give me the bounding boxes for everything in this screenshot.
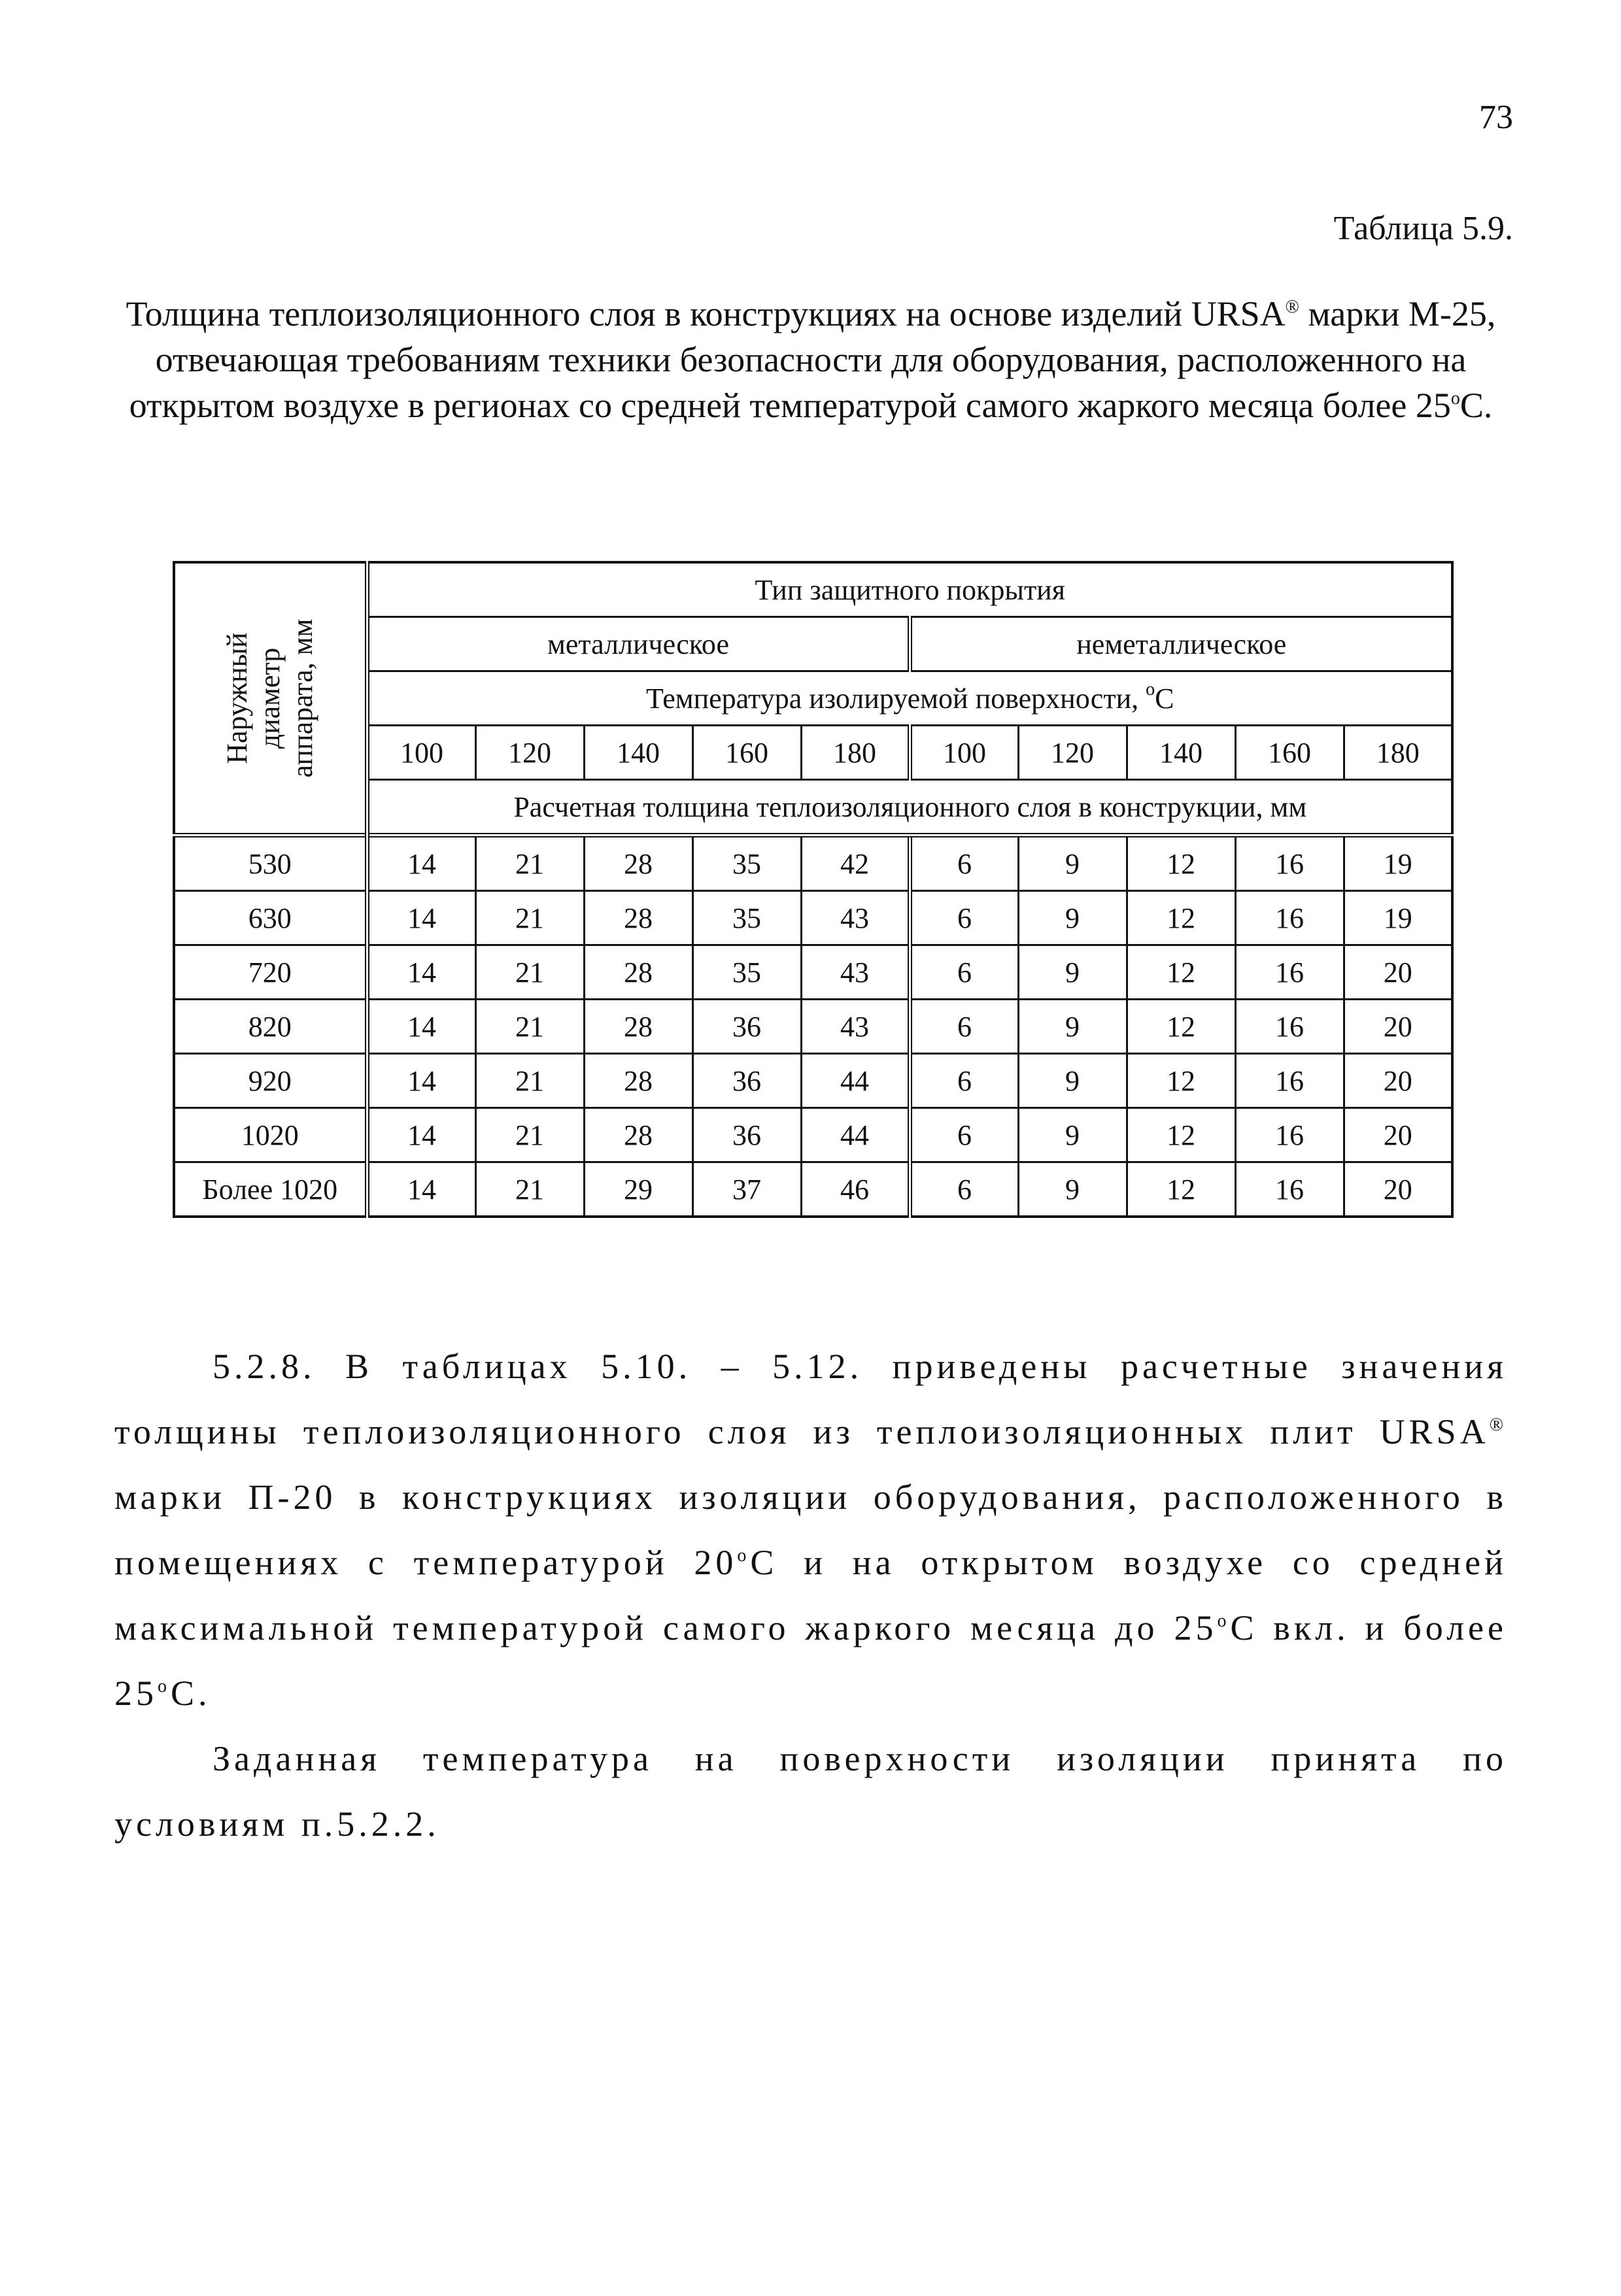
degree-mark: o: [737, 1545, 751, 1566]
paragraph-text: C.: [171, 1674, 211, 1713]
value-cell: 12: [1127, 1162, 1235, 1217]
value-cell: 35: [692, 891, 801, 945]
value-cell: 21: [475, 836, 584, 891]
table-row: [174, 891, 1452, 945]
value-cell: 12: [1127, 1054, 1235, 1108]
value-cell: 16: [1235, 836, 1344, 891]
value-cell: 36: [692, 1108, 801, 1162]
value-cell: 28: [584, 891, 692, 945]
diameter-cell: 530: [174, 836, 367, 891]
value-cell: 14: [367, 945, 475, 1000]
value-cell: 44: [801, 1108, 910, 1162]
value-cell: 6: [910, 945, 1018, 1000]
surface-temperature-unit: C: [1155, 682, 1174, 715]
value-cell: 19: [1344, 891, 1452, 945]
page-number: 73: [1479, 99, 1513, 136]
value-cell: 9: [1018, 1000, 1127, 1054]
value-cell: 9: [1018, 1162, 1127, 1217]
value-cell: 6: [910, 891, 1018, 945]
value-cell: 14: [367, 1054, 475, 1108]
diameter-cell: 920: [174, 1054, 367, 1108]
value-cell: 6: [910, 836, 1018, 891]
value-cell: 37: [692, 1162, 801, 1217]
diameter-cell: 630: [174, 891, 367, 945]
value-cell: 20: [1344, 1054, 1452, 1108]
value-cell: 12: [1127, 945, 1235, 1000]
value-cell: 36: [692, 1054, 801, 1108]
value-cell: 14: [367, 891, 475, 945]
temperature-cell: 180: [1344, 726, 1452, 780]
value-cell: 20: [1344, 1162, 1452, 1217]
degree-mark: o: [1217, 1611, 1231, 1631]
paragraph-text: C и на открытом воздухе со средней максимальной температурой самого жаркого месяца до 25: [114, 1543, 1507, 1647]
row-header-text: [221, 619, 319, 778]
diameter-cell: 720: [174, 945, 367, 1000]
value-cell: 9: [1018, 945, 1127, 1000]
value-cell: 12: [1127, 836, 1235, 891]
value-cell: 29: [584, 1162, 692, 1217]
nonmetallic-header: неметаллическое: [910, 617, 1452, 671]
value-cell: 44: [801, 1054, 910, 1108]
row-header-line-3: аппарата, мм: [286, 618, 318, 778]
paragraph-text: C вкл. и более 25: [114, 1608, 1507, 1713]
paragraph-text: марки П-20 в конструкциях изоляции оборудования, расположенного в помещениях с температурой 20: [114, 1477, 1507, 1582]
value-cell: 28: [584, 1108, 692, 1162]
value-cell: 21: [475, 1000, 584, 1054]
degree-mark: o: [158, 1676, 171, 1697]
table-row: [174, 1108, 1452, 1162]
table-caption: [105, 291, 1517, 428]
value-cell: 19: [1344, 836, 1452, 891]
value-cell: 6: [910, 1054, 1018, 1108]
value-cell: 36: [692, 1000, 801, 1054]
value-cell: 21: [475, 1054, 584, 1108]
value-cell: 20: [1344, 1108, 1452, 1162]
value-cell: 6: [910, 1108, 1018, 1162]
temperature-cell: 160: [692, 726, 801, 780]
value-cell: 6: [910, 1162, 1018, 1217]
diameter-cell: 1020: [174, 1108, 367, 1162]
value-cell: 16: [1235, 891, 1344, 945]
temperature-cell: 100: [367, 726, 475, 780]
temperature-cell: 120: [475, 726, 584, 780]
caption-text-3: C.: [1459, 386, 1493, 425]
value-cell: 21: [475, 1162, 584, 1217]
value-cell: 28: [584, 1054, 692, 1108]
value-cell: 16: [1235, 1162, 1344, 1217]
table-row: [174, 1000, 1452, 1054]
value-cell: 14: [367, 1108, 475, 1162]
degree-mark: o: [1450, 388, 1460, 409]
value-cell: 16: [1235, 1108, 1344, 1162]
value-cell: 9: [1018, 1108, 1127, 1162]
value-cell: 28: [584, 945, 692, 1000]
value-cell: 16: [1235, 1000, 1344, 1054]
value-cell: 20: [1344, 945, 1452, 1000]
diameter-cell: Более 1020: [174, 1162, 367, 1217]
temperature-cell: 140: [584, 726, 692, 780]
value-cell: 6: [910, 1000, 1018, 1054]
registered-mark: ®: [1285, 297, 1299, 317]
value-cell: 42: [801, 836, 910, 891]
value-cell: 9: [1018, 1054, 1127, 1108]
temperature-cell: 180: [801, 726, 910, 780]
surface-temperature-header: [367, 671, 1452, 726]
thickness-header: Расчетная толщина теплоизоляционного слоя в конструкции, мм: [367, 780, 1452, 836]
table-label: Таблица 5.9.: [1333, 210, 1513, 247]
surface-temperature-text: Температура изолируемой поверхности,: [646, 682, 1146, 715]
value-cell: 12: [1127, 1000, 1235, 1054]
value-cell: 28: [584, 1000, 692, 1054]
diameter-cell: 820: [174, 1000, 367, 1054]
temperature-cell: 100: [910, 726, 1018, 780]
value-cell: 12: [1127, 891, 1235, 945]
value-cell: 14: [367, 836, 475, 891]
paragraph-5-2-8: [114, 1334, 1507, 1726]
insulation-thickness-table: [173, 561, 1454, 1218]
value-cell: 28: [584, 836, 692, 891]
value-cell: 16: [1235, 1054, 1344, 1108]
value-cell: 21: [475, 1108, 584, 1162]
value-cell: 20: [1344, 1000, 1452, 1054]
coating-type-header: Тип защитного покрытия: [367, 562, 1452, 617]
value-cell: 9: [1018, 836, 1127, 891]
paragraph-set-temperature: Заданная температура на поверхности изоляции принята по условиям п.5.2.2.: [114, 1739, 1507, 1844]
value-cell: 16: [1235, 945, 1344, 1000]
temperature-cell: 160: [1235, 726, 1344, 780]
table-row: [174, 1162, 1452, 1217]
insulation-table-wrapper: [173, 561, 1454, 1218]
table-row: [174, 945, 1452, 1000]
value-cell: 35: [692, 836, 801, 891]
table-row: [174, 836, 1452, 891]
degree-mark: o: [1146, 679, 1155, 700]
row-header-cell: [174, 562, 367, 836]
paragraph-text: 5.2.8. В таблицах 5.10. – 5.12. приведены расчетные значения толщины теплоизоляционного слоя из теплоизоляционных плит URSA: [114, 1347, 1507, 1451]
caption-text-1: Толщина теплоизоляционного слоя в конструкциях на основе изделий URSA: [126, 294, 1286, 333]
value-cell: 9: [1018, 891, 1127, 945]
value-cell: 21: [475, 945, 584, 1000]
value-cell: 46: [801, 1162, 910, 1217]
row-header-line-2: диаметр: [253, 647, 286, 749]
registered-mark: ®: [1489, 1415, 1507, 1435]
row-header-line-1: Наружный: [220, 632, 253, 764]
value-cell: 14: [367, 1000, 475, 1054]
value-cell: 43: [801, 891, 910, 945]
metallic-header: металлическое: [367, 617, 910, 671]
temperature-cell: 120: [1018, 726, 1127, 780]
temperature-cell: 140: [1127, 726, 1235, 780]
value-cell: 14: [367, 1162, 475, 1217]
value-cell: 43: [801, 945, 910, 1000]
value-cell: 43: [801, 1000, 910, 1054]
caption-text-2: марки М-25, отвечающая требованиям техники безопасности для оборудования, расположенного на открытом воздухе в регионах со средней температурой самого жаркого месяца более 25: [129, 294, 1496, 425]
value-cell: 21: [475, 891, 584, 945]
table-row: [174, 1054, 1452, 1108]
value-cell: 35: [692, 945, 801, 1000]
value-cell: 12: [1127, 1108, 1235, 1162]
